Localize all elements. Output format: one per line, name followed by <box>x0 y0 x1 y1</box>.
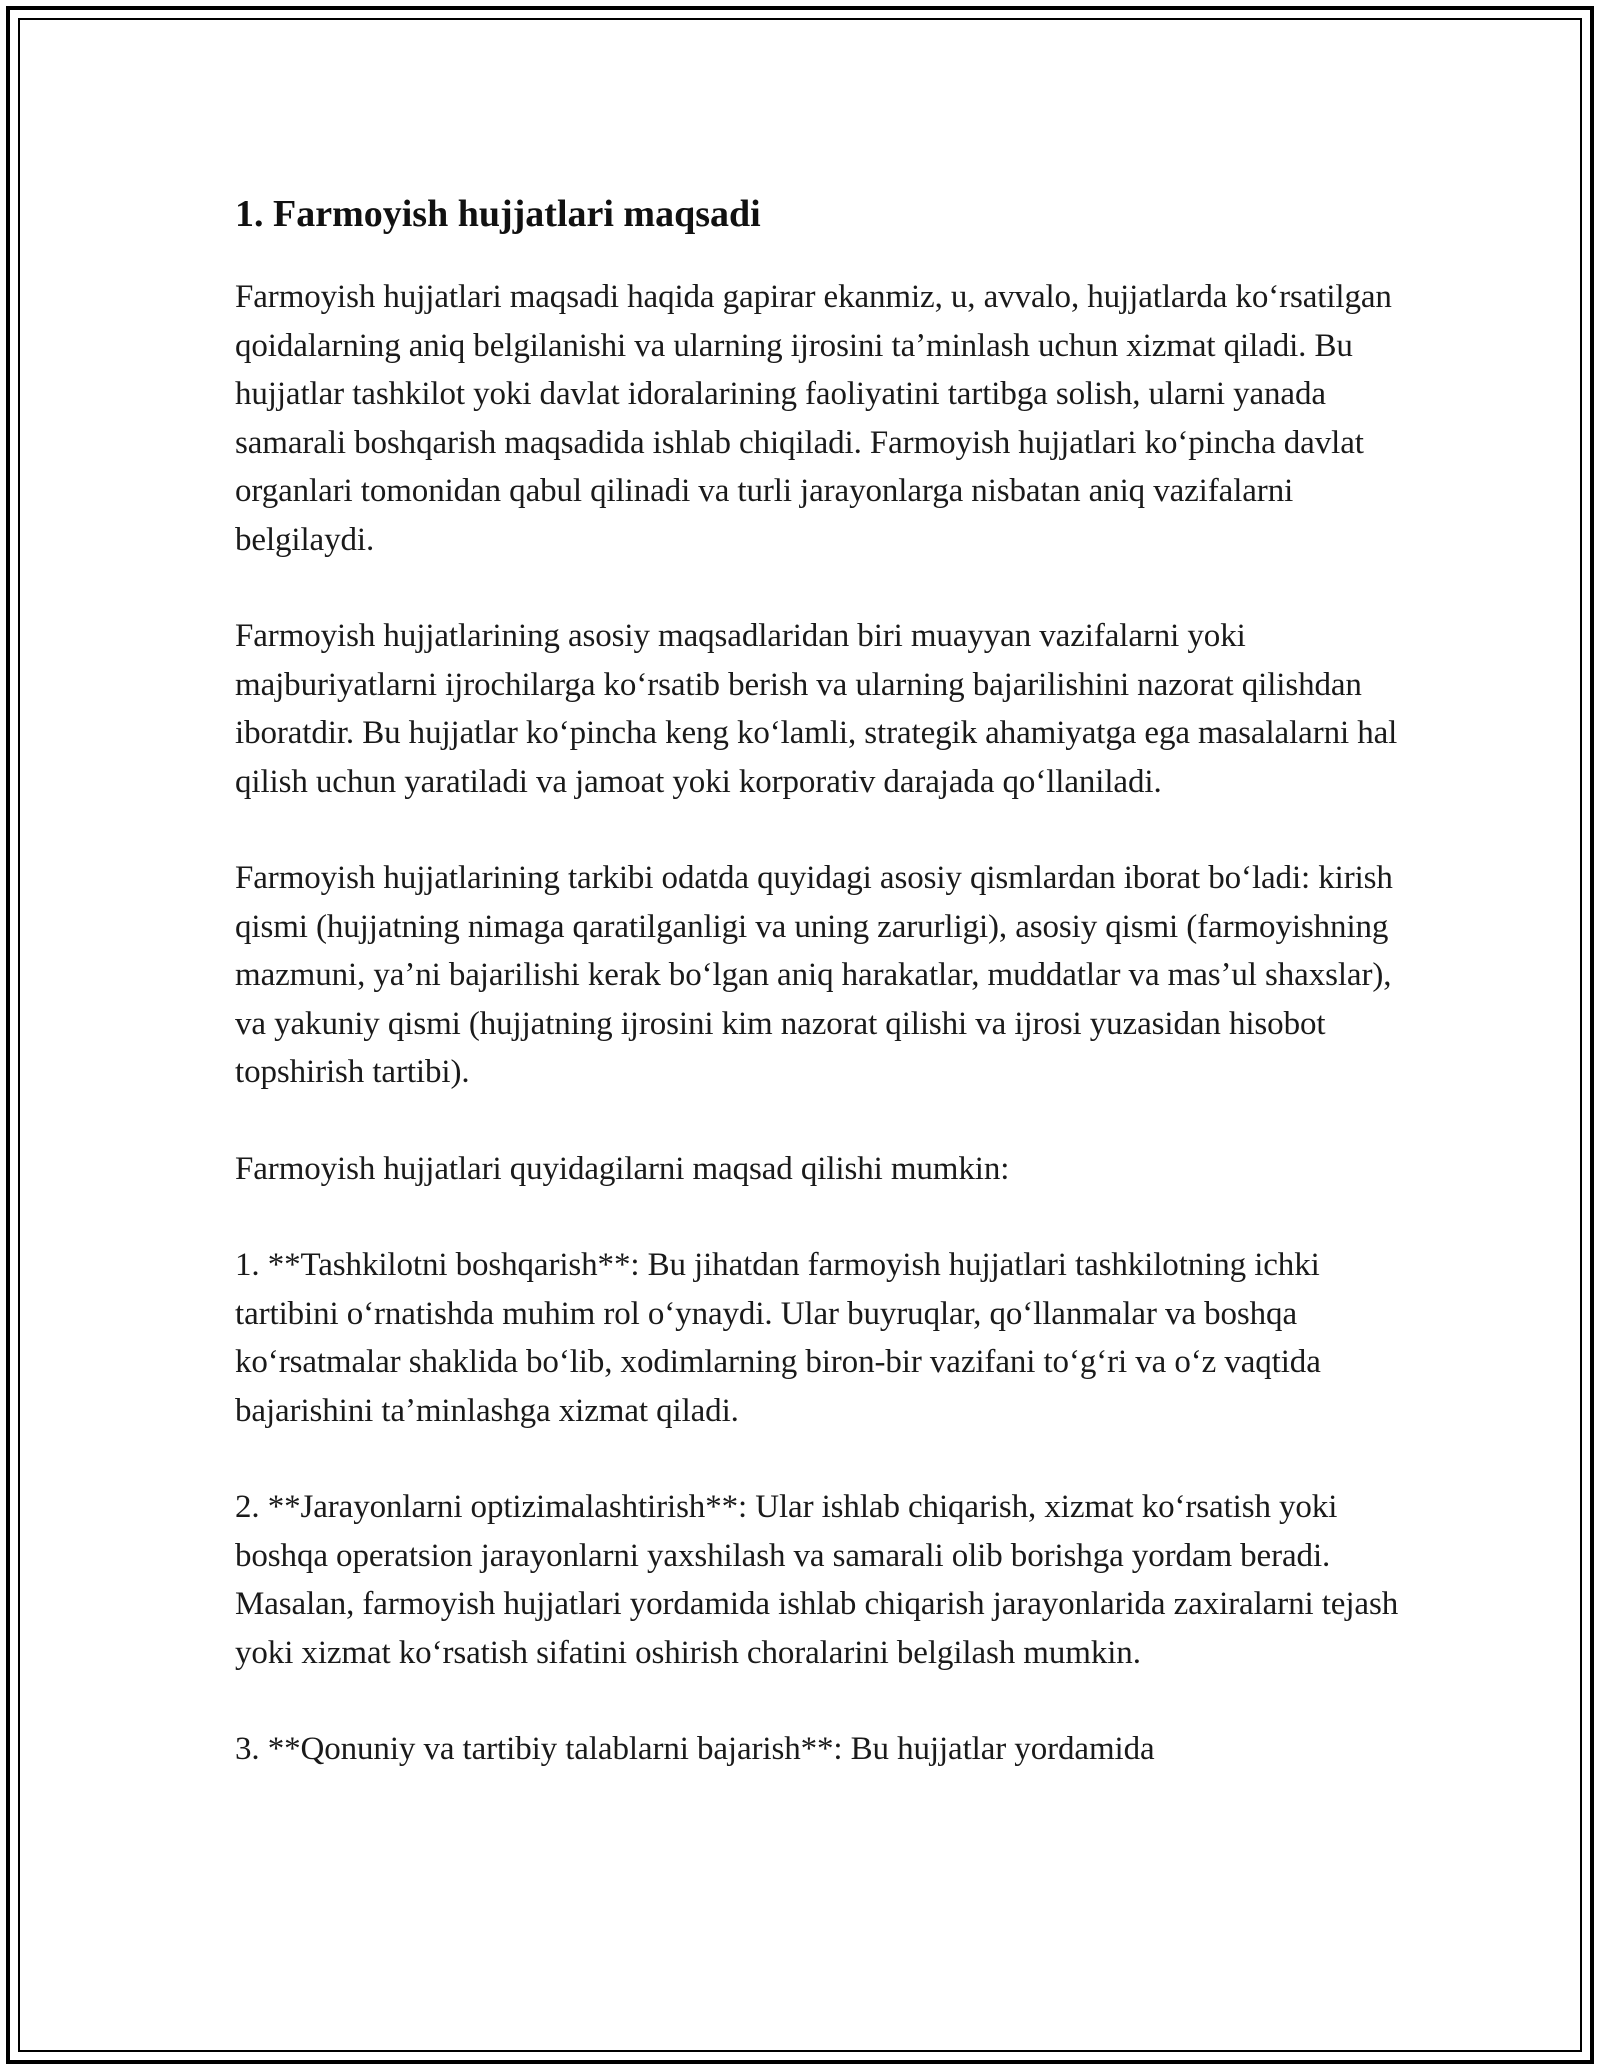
list-item-process-optimization: 2. **Jarayonlarni optizimalashtirish**: Ular ishlab chiqarish, xizmat koʻrsatish yoki boshqa operatsion jarayonlarni yaxshilash va samarali olib borishga yordam beradi. Masalan, farmoyish hujjatlari yordamida ishlab chiqarish jarayonlarida zaxiralarni tejash yoki xizmat koʻrsatish sifatini oshirish choralarini belgilash mumkin. <box>235 1489 1399 1671</box>
paragraph-main-goal: Farmoyish hujjatlarining asosiy maqsadlaridan biri muayyan vazifalarni yoki majburiyatlarni ijrochilarga koʻrsatib berish va ularning bajarilishini nazorat qilishdan iboratdir. Bu hujjatlar koʻpincha keng koʻlamli, strategik ahamiyatga ega masalalarni hal qilish uchun yaratiladi va jamoat yoki korporativ darajada qoʻllaniladi. <box>235 618 1398 800</box>
paragraph-purpose-intro: Farmoyish hujjatlari maqsadi haqida gapirar ekanmiz, u, avvalo, hujjatlarda koʻrsatilgan qoidalarning aniq belgilanishi va ularning ijrosini taʼminlash uchun xizmat qiladi. Bu hujjatlar tashkilot yoki davlat idoralarining faoliyatini tartibga solish, ularni yanada samarali boshqarish maqsadida ishlab chiqiladi. Farmoyish hujjatlari koʻpincha davlat organlari tomonidan qabul qilinadi va turli jarayonlarga nisbatan aniq vazifalarni belgilaydi. <box>235 279 1392 558</box>
document-body <box>235 185 1400 1774</box>
paragraph-list-intro: Farmoyish hujjatlari quyidagilarni maqsad qilishi mumkin: <box>235 1150 1010 1187</box>
list-item-legal-requirements: 3. **Qonuniy va tartibiy talablarni bajarish**: Bu hujjatlar yordamida <box>235 1731 1155 1767</box>
paragraph-structure: Farmoyish hujjatlarining tarkibi odatda quyidagi asosiy qismlardan iborat boʻladi: kirish qismi (hujjatning nimaga qaratilganligi va uning zarurligi), asosiy qismi (farmoyishning mazmuni, yaʼni bajarilishi kerak boʻlgan aniq harakatlar, muddatlar va masʼul shaxslar), va yakuniy qismi (hujjatning ijrosini kim nazorat qilishi va ijrosi yuzasidan hisobot topshirish tartibi). <box>235 860 1393 1090</box>
section-heading: 1. Farmoyish hujjatlari maqsadi <box>235 193 761 235</box>
list-item-organization-management: 1. **Tashkilotni boshqarish**: Bu jihatdan farmoyish hujjatlari tashkilotning ichki tartibini oʻrnatishda muhim rol oʻynaydi. Ular buyruqlar, qoʻllanmalar va boshqa koʻrsatmalar shaklida boʻlib, xodimlarning biron-bir vazifani toʻgʻri va oʻz vaqtida bajarishini taʼminlashga xizmat qiladi. <box>235 1247 1321 1429</box>
